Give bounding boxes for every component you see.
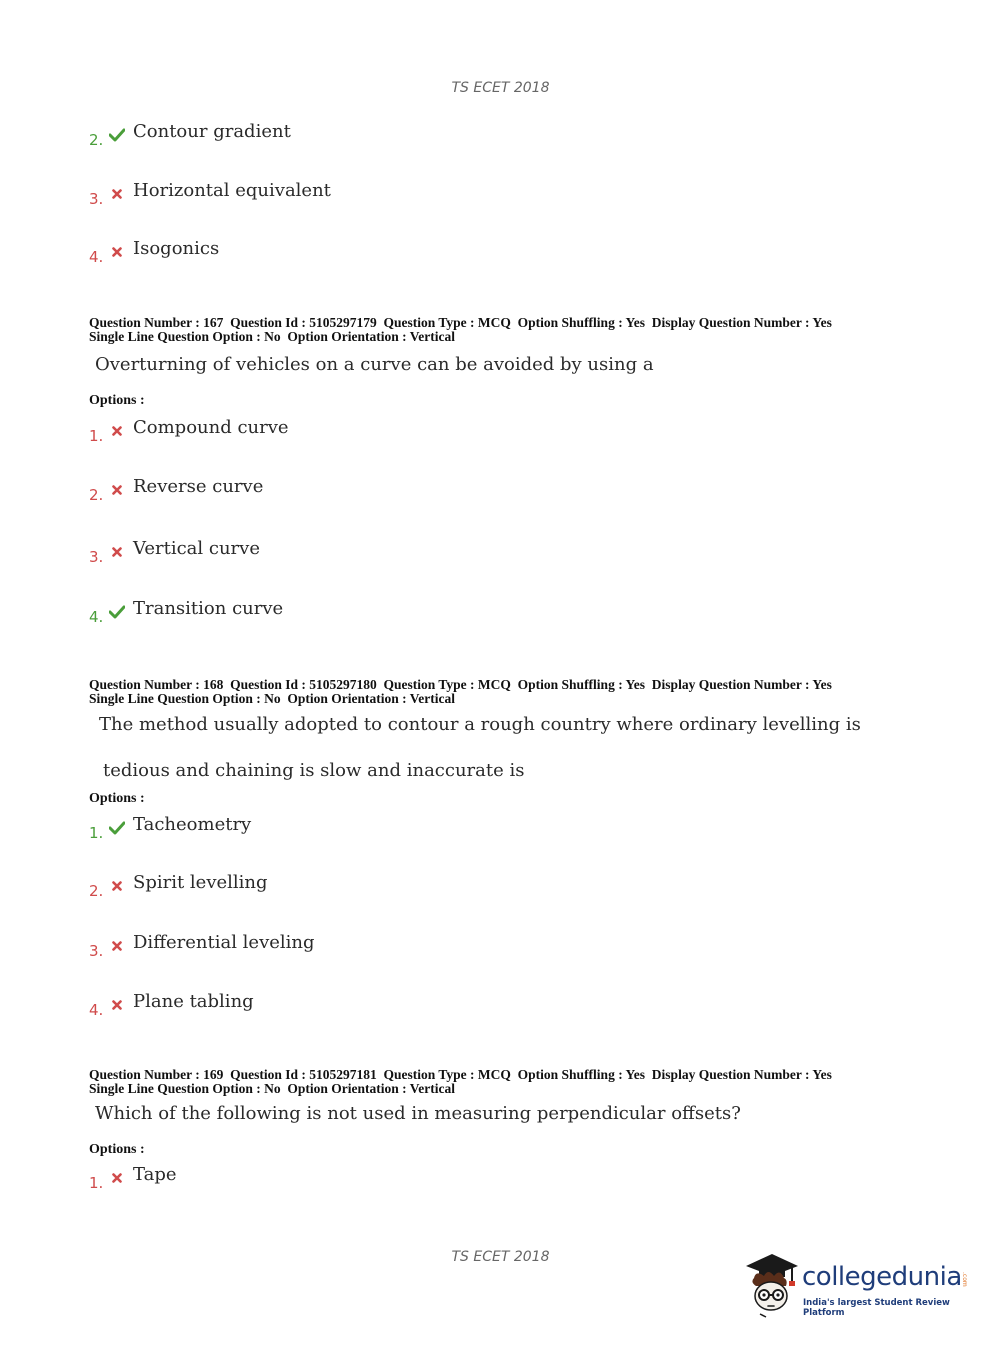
cross-icon (107, 479, 127, 501)
options-label: Options : (89, 1142, 145, 1157)
option-text: Contour gradient (133, 121, 291, 142)
question-text: Which of the following is not used in measuring perpendicular offsets? (95, 1103, 741, 1124)
cross-icon (107, 183, 127, 205)
page-header: TS ECET 2018 (451, 80, 550, 96)
option-row (89, 535, 260, 565)
student-mascot-icon (742, 1250, 802, 1318)
option-row (89, 473, 263, 503)
brand-tagline: India's largest Student Review Platform (803, 1298, 950, 1318)
check-icon (107, 817, 127, 839)
option-number: 2. (89, 486, 104, 504)
cross-icon (107, 935, 127, 957)
option-text: Spirit levelling (133, 872, 268, 893)
option-number: 3. (89, 942, 104, 960)
option-text: Tacheometry (133, 814, 252, 835)
option-text: Transition curve (133, 598, 284, 619)
question-meta: Single Line Question Option : No Option Orientation : Vertical (89, 1081, 456, 1096)
option-number: 2. (89, 882, 104, 900)
option-row (89, 1161, 177, 1191)
options-label: Options : (89, 791, 145, 806)
options-label: Options : (89, 393, 145, 408)
page-footer: TS ECET 2018 (451, 1249, 550, 1265)
option-row (89, 988, 254, 1018)
option-row (89, 414, 289, 444)
option-text: Reverse curve (133, 476, 264, 497)
option-row (89, 595, 283, 625)
option-number: 1. (89, 824, 104, 842)
cross-icon (107, 241, 127, 263)
option-number: 3. (89, 548, 104, 566)
cross-icon (107, 994, 127, 1016)
option-row (89, 177, 331, 207)
question-text: The method usually adopted to contour a rough country where ordinary levelling is (99, 714, 861, 735)
option-text: Vertical curve (133, 538, 260, 559)
question-text: tedious and chaining is slow and inaccurate is (103, 760, 525, 781)
option-row (89, 118, 291, 148)
option-row (89, 869, 268, 899)
option-text: Horizontal equivalent (133, 180, 331, 201)
collegedunia-logo (742, 1250, 972, 1318)
option-text: Compound curve (133, 417, 289, 438)
option-row (89, 929, 315, 959)
option-number: 1. (89, 427, 104, 445)
check-icon (107, 601, 127, 623)
option-text: Differential leveling (133, 932, 315, 953)
cross-icon (107, 875, 127, 897)
option-text: Tape (133, 1164, 177, 1185)
option-row (89, 811, 251, 841)
question-meta: Single Line Question Option : No Option Orientation : Vertical (89, 329, 456, 344)
option-row (89, 235, 219, 265)
cross-icon (107, 1167, 127, 1189)
option-number: 2. (89, 131, 104, 149)
option-number: 1. (89, 1174, 104, 1192)
question-text: Overturning of vehicles on a curve can be avoided by using a (95, 354, 654, 375)
check-icon (107, 124, 127, 146)
option-number: 4. (89, 608, 104, 626)
option-text: Isogonics (133, 238, 220, 259)
option-number: 3. (89, 190, 104, 208)
option-number: 4. (89, 1001, 104, 1019)
cross-icon (107, 541, 127, 563)
option-number: 4. (89, 248, 104, 266)
option-text: Plane tabling (133, 991, 254, 1012)
question-meta: Question Number : 167 Question Id : 5105297179 Question Type : MCQ Option Shuffling : Yes Display Question Number : Yes (89, 315, 832, 330)
question-meta: Question Number : 169 Question Id : 5105297181 Question Type : MCQ Option Shuffling : Yes Display Question Number : Yes (89, 1067, 832, 1082)
brand-name: collegedunia (802, 1262, 962, 1292)
brand-domain: .com (961, 1272, 968, 1287)
cross-icon (107, 420, 127, 442)
question-meta: Question Number : 168 Question Id : 5105297180 Question Type : MCQ Option Shuffling : Yes Display Question Number : Yes (89, 677, 832, 692)
question-meta: Single Line Question Option : No Option Orientation : Vertical (89, 691, 456, 706)
